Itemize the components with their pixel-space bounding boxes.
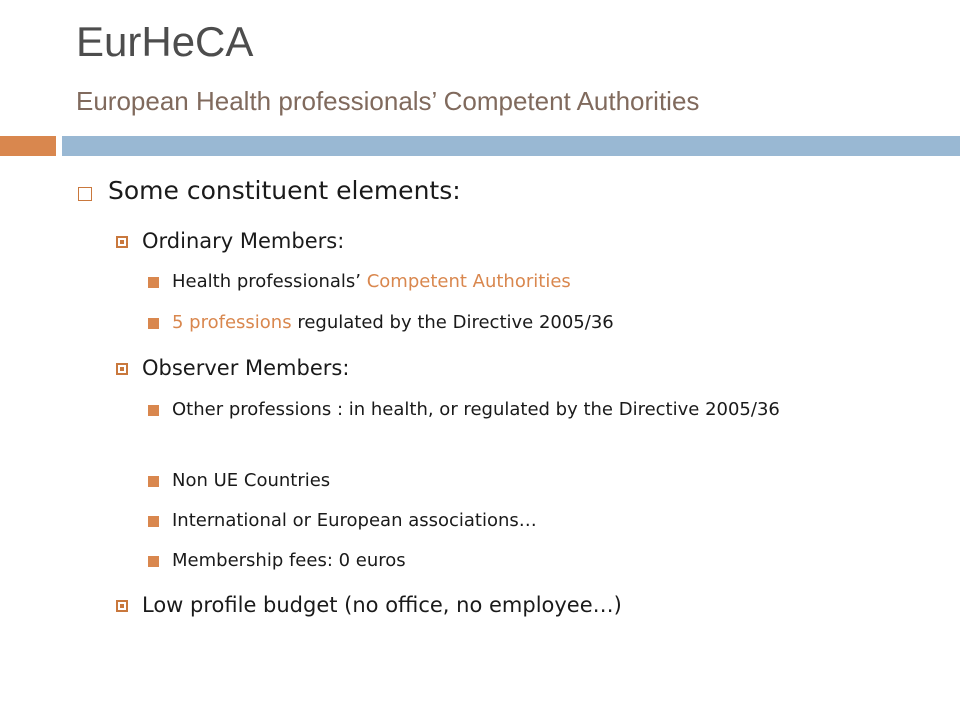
framed-square-bullet-icon <box>116 236 128 248</box>
ordinary-members-heading: Ordinary Members: <box>142 229 345 253</box>
observer-members-heading: Observer Members: <box>142 356 350 380</box>
slide-title: EurHeCA <box>76 18 254 65</box>
ordinary-item-competent-authorities <box>172 269 872 295</box>
observer-item: Non UE Countries <box>172 470 331 491</box>
ordinary-item-2-text: regulated by the Directive 2005/36 <box>291 312 614 333</box>
ordinary-item-2-accent: 5 professions <box>172 312 292 333</box>
filled-square-bullet-icon <box>148 318 159 329</box>
observer-item: International or European associations… <box>172 510 537 531</box>
header-accent-bar-blue <box>62 136 960 156</box>
main-point: Some constituent elements: <box>108 176 461 205</box>
header-accent-bar-orange <box>0 136 56 156</box>
ordinary-item-1-accent: Competent Authorities <box>366 271 571 292</box>
framed-square-bullet-icon <box>116 363 128 375</box>
budget-point: Low profile budget (no office, no employee…) <box>142 593 622 617</box>
framed-square-bullet-icon <box>116 600 128 612</box>
slide-subtitle: European Health professionals’ Competent Authorities <box>76 86 700 116</box>
filled-square-bullet-icon <box>148 476 159 487</box>
filled-square-bullet-icon <box>148 556 159 567</box>
observer-item: Other professions : in health, or regulated by the Directive 2005/36 <box>172 399 780 420</box>
filled-square-bullet-icon <box>148 516 159 527</box>
ordinary-item-1-text: Health professionals’ <box>172 271 367 292</box>
filled-square-bullet-icon <box>148 277 159 288</box>
filled-square-bullet-icon <box>148 405 159 416</box>
ordinary-item-professions <box>172 310 872 336</box>
observer-item: Membership fees: 0 euros <box>172 550 406 571</box>
hollow-square-bullet-icon <box>78 187 92 201</box>
